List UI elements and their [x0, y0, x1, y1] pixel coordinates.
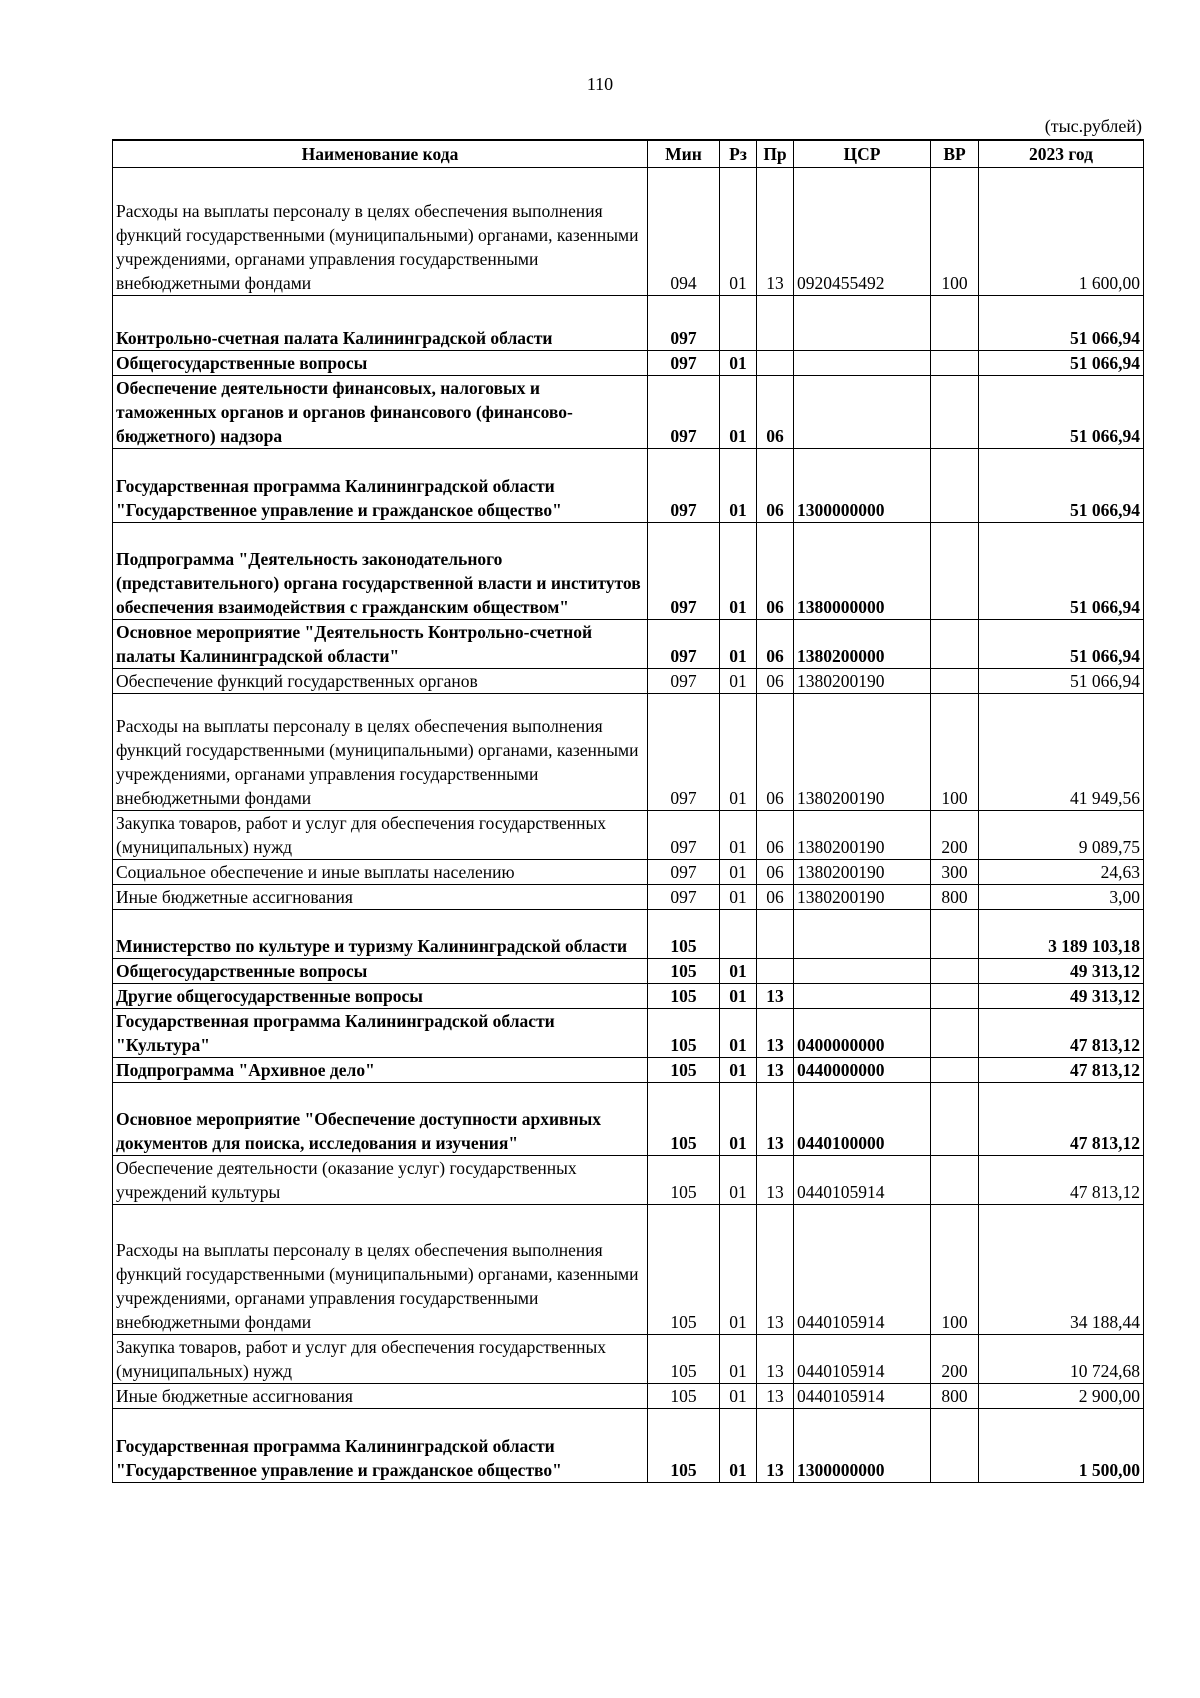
- row-csr-cell: [794, 376, 931, 449]
- row-name-cell: Подпрограмма "Деятельность законодательного (представительного) органа государственной власти и институтов обеспечения взаимодействия с гражданским обществом": [113, 523, 648, 620]
- row-csr-cell: 0440100000: [794, 1083, 931, 1156]
- row-min-cell: 105: [648, 1156, 720, 1205]
- row-rz-cell: 01: [720, 1205, 757, 1335]
- table-row: [113, 1058, 1144, 1083]
- row-min-cell: 097: [648, 885, 720, 910]
- table-row: [113, 376, 1144, 449]
- row-csr-cell: 0440105914: [794, 1335, 931, 1384]
- row-name-cell: Иные бюджетные ассигнования: [113, 885, 648, 910]
- row-name-cell: Министерство по культуре и туризму Калининградской области: [113, 910, 648, 959]
- row-name-cell: Государственная программа Калининградской области "Культура": [113, 1009, 648, 1058]
- row-min-cell: 097: [648, 449, 720, 523]
- table-header-row: [113, 140, 1144, 168]
- header-csr: ЦСР: [794, 140, 931, 168]
- row-amount-cell: 47 813,12: [979, 1058, 1144, 1083]
- row-csr-cell: [794, 984, 931, 1009]
- header-rz: Рз: [720, 140, 757, 168]
- row-vr-cell: [931, 1083, 979, 1156]
- table-row: [113, 1205, 1144, 1335]
- row-pr-cell: 06: [757, 694, 794, 811]
- row-vr-cell: [931, 669, 979, 694]
- row-rz-cell: 01: [720, 1009, 757, 1058]
- header-min: Мин: [648, 140, 720, 168]
- table-row: [113, 1409, 1144, 1483]
- row-amount-cell: 10 724,68: [979, 1335, 1144, 1384]
- row-pr-cell: [757, 959, 794, 984]
- row-amount-cell: 51 066,94: [979, 296, 1144, 351]
- row-name-cell: Закупка товаров, работ и услуг для обеспечения государственных (муниципальных) нужд: [113, 811, 648, 860]
- row-vr-cell: [931, 296, 979, 351]
- row-min-cell: 105: [648, 1083, 720, 1156]
- table-row: [113, 351, 1144, 376]
- row-name-cell: Другие общегосударственные вопросы: [113, 984, 648, 1009]
- row-min-cell: 105: [648, 1409, 720, 1483]
- row-rz-cell: 01: [720, 351, 757, 376]
- row-name-cell: Обеспечение деятельности финансовых, налоговых и таможенных органов и органов финансового (финансово-бюджетного) надзора: [113, 376, 648, 449]
- row-amount-cell: 41 949,56: [979, 694, 1144, 811]
- row-amount-cell: 9 089,75: [979, 811, 1144, 860]
- row-amount-cell: 47 813,12: [979, 1009, 1144, 1058]
- table-row: [113, 959, 1144, 984]
- row-rz-cell: 01: [720, 860, 757, 885]
- table-row: [113, 984, 1144, 1009]
- table-row: [113, 296, 1144, 351]
- row-amount-cell: 3 189 103,18: [979, 910, 1144, 959]
- row-vr-cell: [931, 1009, 979, 1058]
- row-min-cell: 097: [648, 376, 720, 449]
- row-amount-cell: 51 066,94: [979, 351, 1144, 376]
- row-name-cell: Общегосударственные вопросы: [113, 959, 648, 984]
- row-name-cell: Расходы на выплаты персоналу в целях обеспечения выполнения функций государственными (муниципальными) органами, казенными учреждениями, органами управления государственными внебюджетными фондами: [113, 168, 648, 296]
- row-name-cell: Основное мероприятие "Обеспечение доступности архивных документов для поиска, исследования и изучения": [113, 1083, 648, 1156]
- row-vr-cell: [931, 1058, 979, 1083]
- row-csr-cell: 0400000000: [794, 1009, 931, 1058]
- row-vr-cell: [931, 523, 979, 620]
- row-pr-cell: 06: [757, 811, 794, 860]
- row-min-cell: 105: [648, 1384, 720, 1409]
- row-rz-cell: 01: [720, 694, 757, 811]
- row-amount-cell: 51 066,94: [979, 523, 1144, 620]
- row-csr-cell: 0440105914: [794, 1156, 931, 1205]
- row-rz-cell: 01: [720, 523, 757, 620]
- row-rz-cell: 01: [720, 669, 757, 694]
- row-amount-cell: 1 500,00: [979, 1409, 1144, 1483]
- page-number: 110: [586, 74, 614, 94]
- row-vr-cell: 800: [931, 1384, 979, 1409]
- row-amount-cell: 47 813,12: [979, 1083, 1144, 1156]
- row-min-cell: 097: [648, 669, 720, 694]
- row-rz-cell: 01: [720, 885, 757, 910]
- row-min-cell: 097: [648, 351, 720, 376]
- row-amount-cell: 24,63: [979, 860, 1144, 885]
- row-min-cell: 105: [648, 1009, 720, 1058]
- row-csr-cell: 1380200190: [794, 885, 931, 910]
- row-rz-cell: 01: [720, 1409, 757, 1483]
- row-name-cell: Общегосударственные вопросы: [113, 351, 648, 376]
- row-amount-cell: 49 313,12: [979, 959, 1144, 984]
- table-row: [113, 694, 1144, 811]
- table-row: [113, 1335, 1144, 1384]
- row-csr-cell: 1380200190: [794, 669, 931, 694]
- row-rz-cell: 01: [720, 1058, 757, 1083]
- row-csr-cell: 0920455492: [794, 168, 931, 296]
- row-name-cell: Расходы на выплаты персоналу в целях обеспечения выполнения функций государственными (муниципальными) органами, казенными учреждениями, органами управления государственными внебюджетными фондами: [113, 1205, 648, 1335]
- row-pr-cell: 06: [757, 885, 794, 910]
- row-vr-cell: [931, 1409, 979, 1483]
- table-row: [113, 885, 1144, 910]
- row-csr-cell: 0440105914: [794, 1384, 931, 1409]
- row-min-cell: 105: [648, 1058, 720, 1083]
- row-pr-cell: 06: [757, 376, 794, 449]
- row-csr-cell: 1380000000: [794, 523, 931, 620]
- row-pr-cell: [757, 296, 794, 351]
- table-body: [113, 168, 1144, 1483]
- table-row: [113, 523, 1144, 620]
- row-vr-cell: [931, 376, 979, 449]
- row-csr-cell: 1380200000: [794, 620, 931, 669]
- row-min-cell: 094: [648, 168, 720, 296]
- row-rz-cell: 01: [720, 1335, 757, 1384]
- table-row: [113, 860, 1144, 885]
- row-rz-cell: 01: [720, 376, 757, 449]
- row-name-cell: Расходы на выплаты персоналу в целях обеспечения выполнения функций государственными (муниципальными) органами, казенными учреждениями, органами управления государственными внебюджетными фондами: [113, 694, 648, 811]
- row-name-cell: Обеспечение функций государственных органов: [113, 669, 648, 694]
- table-row: [113, 449, 1144, 523]
- table-row: [113, 669, 1144, 694]
- row-pr-cell: 13: [757, 1058, 794, 1083]
- row-rz-cell: 01: [720, 984, 757, 1009]
- row-csr-cell: 0440105914: [794, 1205, 931, 1335]
- row-csr-cell: [794, 351, 931, 376]
- row-csr-cell: 1380200190: [794, 811, 931, 860]
- row-rz-cell: 01: [720, 620, 757, 669]
- table-row: [113, 1156, 1144, 1205]
- row-min-cell: 097: [648, 296, 720, 351]
- table-row: [113, 620, 1144, 669]
- row-pr-cell: 13: [757, 1384, 794, 1409]
- row-name-cell: Государственная программа Калининградской области "Государственное управление и гражданское общество": [113, 1409, 648, 1483]
- row-vr-cell: 200: [931, 811, 979, 860]
- row-pr-cell: 13: [757, 1156, 794, 1205]
- row-vr-cell: 800: [931, 885, 979, 910]
- row-pr-cell: 06: [757, 449, 794, 523]
- row-pr-cell: 06: [757, 669, 794, 694]
- row-min-cell: 105: [648, 959, 720, 984]
- header-year: 2023 год: [979, 140, 1144, 168]
- row-pr-cell: 06: [757, 620, 794, 669]
- row-pr-cell: [757, 910, 794, 959]
- row-amount-cell: 51 066,94: [979, 376, 1144, 449]
- header-name: Наименование кода: [113, 140, 648, 168]
- row-min-cell: 097: [648, 860, 720, 885]
- row-min-cell: 105: [648, 1335, 720, 1384]
- row-vr-cell: 300: [931, 860, 979, 885]
- unit-note: (тыс.рублей): [1044, 116, 1142, 136]
- row-vr-cell: 100: [931, 694, 979, 811]
- row-min-cell: 105: [648, 910, 720, 959]
- row-amount-cell: 34 188,44: [979, 1205, 1144, 1335]
- row-amount-cell: 51 066,94: [979, 620, 1144, 669]
- row-vr-cell: [931, 449, 979, 523]
- row-amount-cell: 49 313,12: [979, 984, 1144, 1009]
- row-csr-cell: [794, 959, 931, 984]
- header-vr: ВР: [931, 140, 979, 168]
- table-row: [113, 168, 1144, 296]
- row-rz-cell: [720, 296, 757, 351]
- row-name-cell: Закупка товаров, работ и услуг для обеспечения государственных (муниципальных) нужд: [113, 1335, 648, 1384]
- row-csr-cell: 1380200190: [794, 860, 931, 885]
- row-csr-cell: 1380200190: [794, 694, 931, 811]
- row-min-cell: 097: [648, 811, 720, 860]
- header-pr: Пр: [757, 140, 794, 168]
- row-pr-cell: 13: [757, 1335, 794, 1384]
- row-pr-cell: 06: [757, 523, 794, 620]
- row-vr-cell: [931, 984, 979, 1009]
- table-row: [113, 1384, 1144, 1409]
- row-vr-cell: [931, 1156, 979, 1205]
- row-amount-cell: 51 066,94: [979, 449, 1144, 523]
- row-name-cell: Основное мероприятие "Деятельность Контрольно-счетной палаты Калининградской области": [113, 620, 648, 669]
- row-pr-cell: 13: [757, 168, 794, 296]
- row-csr-cell: [794, 910, 931, 959]
- row-pr-cell: 13: [757, 984, 794, 1009]
- row-pr-cell: 13: [757, 1409, 794, 1483]
- row-rz-cell: 01: [720, 449, 757, 523]
- row-pr-cell: 13: [757, 1009, 794, 1058]
- table-row: [113, 1083, 1144, 1156]
- row-csr-cell: 0440000000: [794, 1058, 931, 1083]
- row-name-cell: Социальное обеспечение и иные выплаты населению: [113, 860, 648, 885]
- row-csr-cell: 1300000000: [794, 1409, 931, 1483]
- row-vr-cell: [931, 351, 979, 376]
- row-vr-cell: 200: [931, 1335, 979, 1384]
- row-csr-cell: [794, 296, 931, 351]
- row-rz-cell: 01: [720, 959, 757, 984]
- row-vr-cell: 100: [931, 1205, 979, 1335]
- row-pr-cell: 06: [757, 860, 794, 885]
- row-vr-cell: [931, 910, 979, 959]
- row-vr-cell: [931, 620, 979, 669]
- row-rz-cell: 01: [720, 168, 757, 296]
- row-rz-cell: 01: [720, 811, 757, 860]
- budget-table: [112, 139, 1144, 1483]
- row-amount-cell: 2 900,00: [979, 1384, 1144, 1409]
- row-vr-cell: 100: [931, 168, 979, 296]
- row-rz-cell: 01: [720, 1156, 757, 1205]
- row-name-cell: Подпрограмма "Архивное дело": [113, 1058, 648, 1083]
- table-row: [113, 1009, 1144, 1058]
- row-rz-cell: 01: [720, 1384, 757, 1409]
- row-name-cell: Иные бюджетные ассигнования: [113, 1384, 648, 1409]
- row-name-cell: Государственная программа Калининградской области "Государственное управление и гражданское общество": [113, 449, 648, 523]
- row-min-cell: 097: [648, 620, 720, 669]
- row-amount-cell: 1 600,00: [979, 168, 1144, 296]
- row-amount-cell: 47 813,12: [979, 1156, 1144, 1205]
- row-min-cell: 097: [648, 523, 720, 620]
- row-pr-cell: 13: [757, 1083, 794, 1156]
- row-name-cell: Обеспечение деятельности (оказание услуг) государственных учреждений культуры: [113, 1156, 648, 1205]
- row-rz-cell: [720, 910, 757, 959]
- row-min-cell: 105: [648, 984, 720, 1009]
- row-amount-cell: 3,00: [979, 885, 1144, 910]
- row-min-cell: 105: [648, 1205, 720, 1335]
- row-vr-cell: [931, 959, 979, 984]
- row-min-cell: 097: [648, 694, 720, 811]
- row-pr-cell: 13: [757, 1205, 794, 1335]
- row-pr-cell: [757, 351, 794, 376]
- row-amount-cell: 51 066,94: [979, 669, 1144, 694]
- row-rz-cell: 01: [720, 1083, 757, 1156]
- row-csr-cell: 1300000000: [794, 449, 931, 523]
- table-row: [113, 910, 1144, 959]
- row-name-cell: Контрольно-счетная палата Калининградской области: [113, 296, 648, 351]
- table-row: [113, 811, 1144, 860]
